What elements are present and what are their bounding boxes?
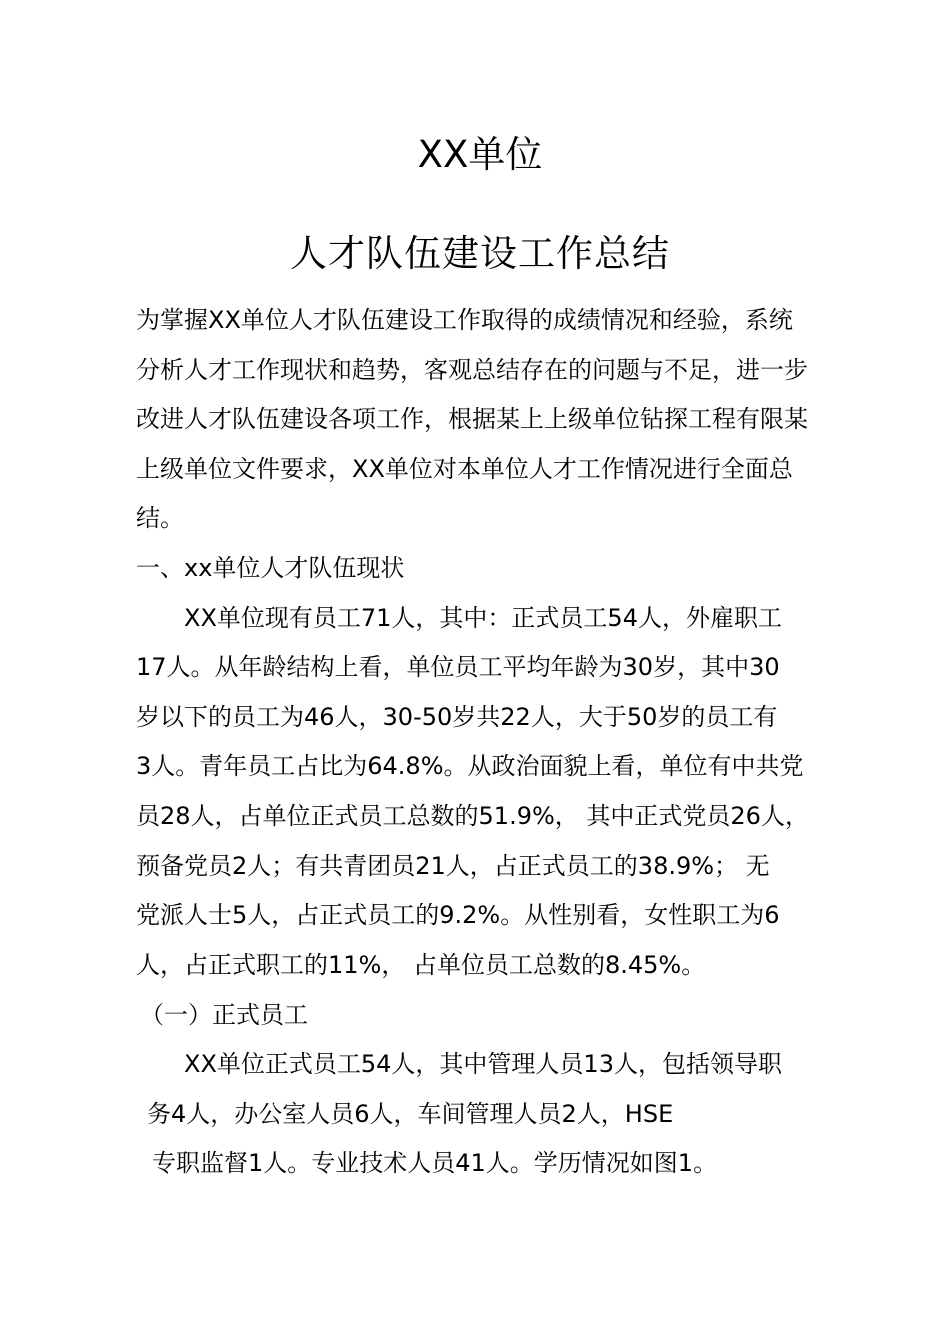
subsection1-heading: （一）正式员工 [140,1001,308,1029]
intro-line: 为掌握XX单位人才队伍建设工作取得的成绩情况和经验，系统 [136,306,793,334]
section1-heading: 一、xx单位人才队伍现状 [136,554,405,582]
section1-line: 3人。青年员工占比为64.8%。从政治面貌上看，单位有中共党 [136,752,804,780]
intro-line: 改进人才队伍建设各项工作，根据某上上级单位钻探工程有限某 [136,405,808,433]
section1-line: 党派人士5人，占正式员工的9.2%。从性别看，女性职工为6 [136,901,780,929]
intro-line: 结。 [136,504,184,532]
intro-line: 上级单位文件要求，XX单位对本单位人才工作情况进行全面总 [136,455,793,483]
section1-line: 岁以下的员工为46人，30-50岁共22人，大于50岁的员工有 [136,703,778,731]
section1-line: XX单位现有员工71人，其中：正式员工54人，外雇职工 [184,604,782,632]
intro-line: 分析人才工作现状和趋势，客观总结存在的问题与不足，进一步 [136,356,808,384]
section1-line: 预备党员2人；有共青团员21人，占正式员工的38.9%； 无 [136,852,770,880]
section1-line: 17人。从年龄结构上看，单位员工平均年龄为30岁，其中30 [136,653,780,681]
subsection1-line: XX单位正式员工54人，其中管理人员13人，包括领导职 [184,1050,782,1078]
section1-line: 人，占正式职工的11%， 占单位员工总数的8.45%。 [136,951,706,979]
subsection1-line: 务4人，办公室人员6人，车间管理人员2人，HSE [147,1100,674,1128]
subsection1-line: 专职监督1人。专业技术人员41人。学历情况如图1。 [152,1149,718,1177]
document-title-line1: XX单位 [417,133,543,176]
document-title-line2: 人才队伍建设工作总结 [290,232,670,275]
section1-line: 员28人，占单位正式员工总数的51.9%， 其中正式党员26人， [136,802,809,830]
